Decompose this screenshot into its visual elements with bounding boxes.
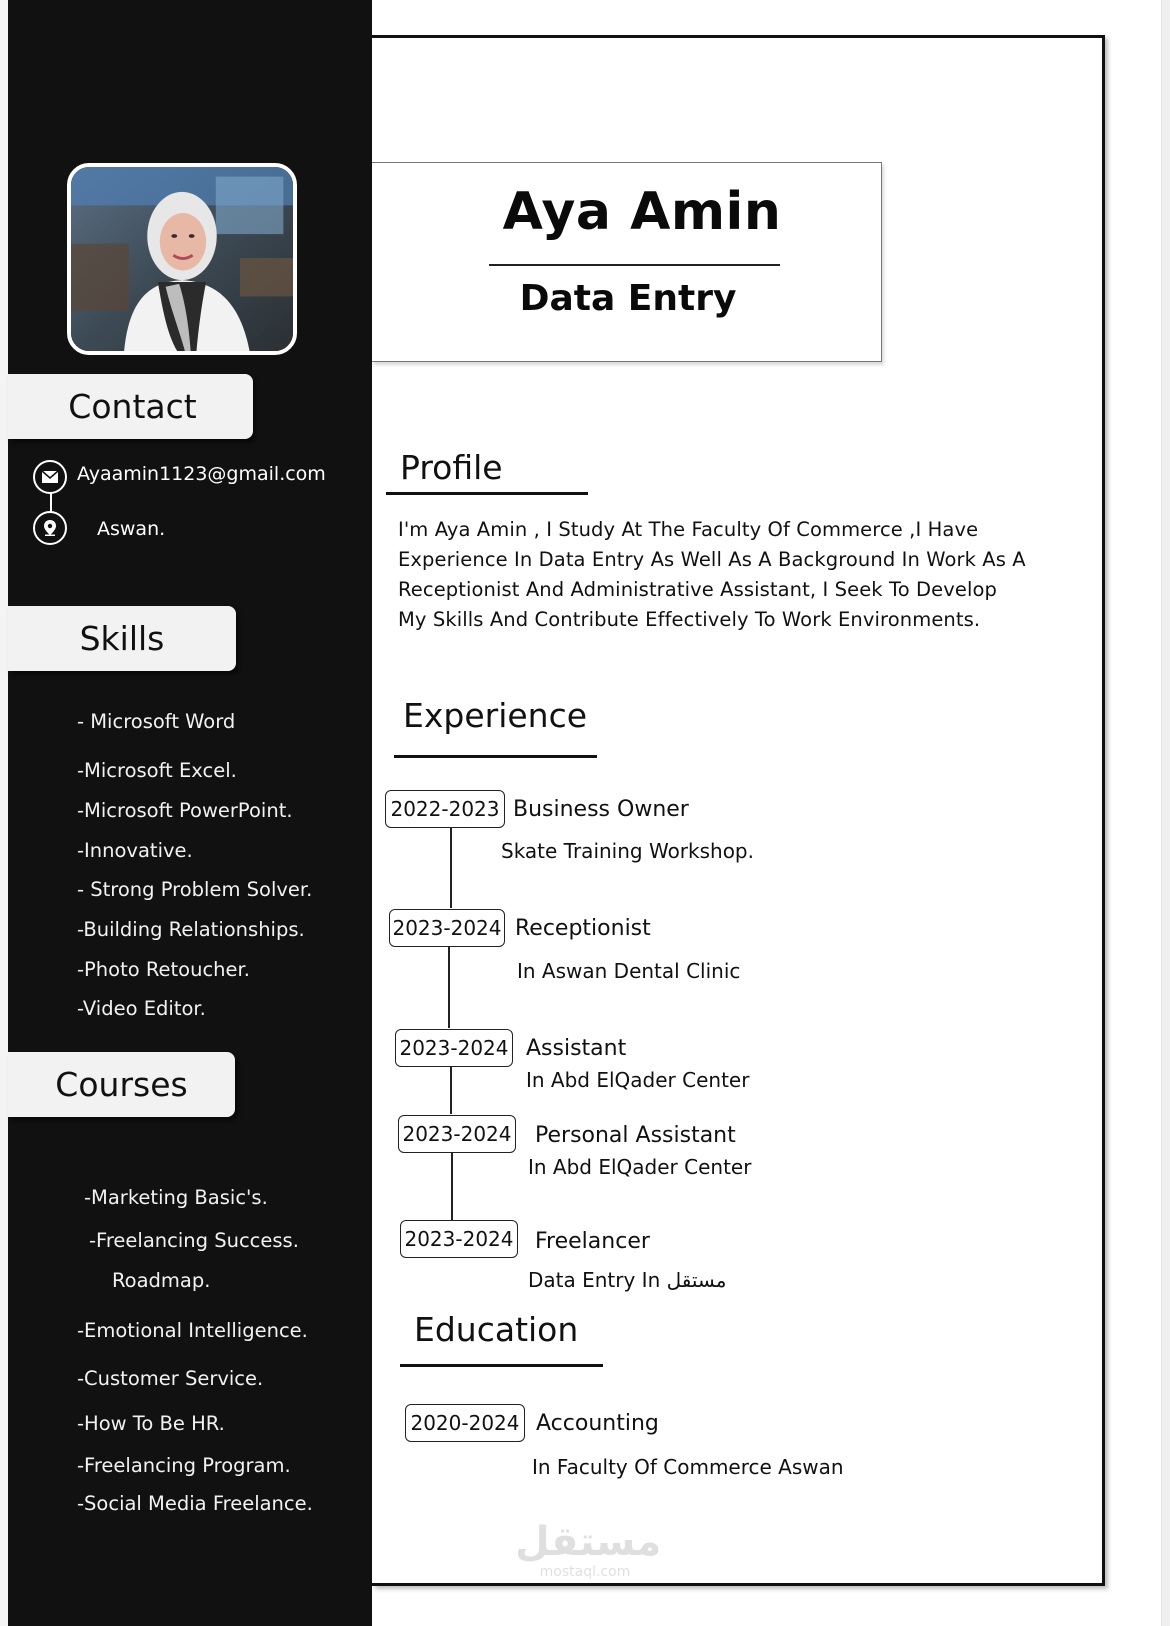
experience-years: 2023-2024 xyxy=(395,1029,513,1067)
skill-item: -Microsoft PowerPoint. xyxy=(77,799,293,822)
job-title: Data Entry xyxy=(519,278,737,319)
experience-role: Freelancer xyxy=(535,1229,650,1254)
profile-heading: Profile xyxy=(400,448,503,487)
contact-heading: Contact xyxy=(8,374,253,439)
profile-line: Experience In Data Entry As Well As A Background In Work As A xyxy=(398,548,1026,571)
skill-item: - Strong Problem Solver. xyxy=(77,878,313,901)
skill-item: -Video Editor. xyxy=(77,997,206,1020)
course-item: -Social Media Freelance. xyxy=(77,1492,313,1515)
profile-text xyxy=(398,515,1038,635)
experience-years: 2023-2024 xyxy=(398,1115,516,1153)
timeline-line xyxy=(450,1066,452,1114)
name-divider xyxy=(489,264,780,266)
profile-photo xyxy=(67,163,297,355)
courses-heading: Courses xyxy=(8,1052,235,1117)
skill-item: - Microsoft Word xyxy=(77,710,236,733)
envelope-icon xyxy=(33,460,67,494)
profile-line: I'm Aya Amin , I Study At The Faculty Of Commerce ,I Have xyxy=(398,518,979,541)
map-pin-icon xyxy=(33,511,67,545)
profile-line: Receptionist And Administrative Assistant, I Seek To Develop xyxy=(398,578,997,601)
course-item: -Customer Service. xyxy=(77,1367,264,1390)
experience-place: In Aswan Dental Clinic xyxy=(517,959,741,983)
timeline-line xyxy=(448,946,450,1028)
experience-years: 2023-2024 xyxy=(400,1220,518,1258)
skill-item: -Innovative. xyxy=(77,839,193,862)
watermark-text: مستقل xyxy=(515,1519,662,1565)
skill-item: -Photo Retoucher. xyxy=(77,958,250,981)
contact-email[interactable]: Ayaamin1123@gmail.com xyxy=(77,463,326,485)
experience-heading: Experience xyxy=(403,696,588,735)
skill-item: -Microsoft Excel. xyxy=(77,759,237,782)
course-item: -Emotional Intelligence. xyxy=(77,1319,308,1342)
experience-role: Business Owner xyxy=(513,797,689,822)
experience-role: Personal Assistant xyxy=(535,1123,736,1148)
experience-years: 2022-2023 xyxy=(385,790,505,828)
course-item: -Marketing Basic's. xyxy=(84,1186,268,1209)
experience-rule xyxy=(394,755,597,758)
course-item: Roadmap. xyxy=(112,1269,211,1292)
profile-rule xyxy=(386,492,588,495)
course-item: -How To Be HR. xyxy=(77,1412,225,1435)
watermark-subtext: mostaql.com xyxy=(539,1564,631,1580)
experience-role: Assistant xyxy=(526,1036,627,1061)
skill-item: -Building Relationships. xyxy=(77,918,305,941)
profile-line: My Skills And Contribute Effectively To Work Environments. xyxy=(398,608,981,631)
timeline-line xyxy=(451,1152,453,1220)
education-rule xyxy=(400,1364,603,1367)
page-edge-right xyxy=(1161,0,1170,1626)
timeline-line xyxy=(450,828,452,908)
page-edge-left xyxy=(0,0,8,1626)
candidate-name: Aya Amin xyxy=(502,182,782,242)
skills-heading: Skills xyxy=(8,606,236,671)
course-item: -Freelancing Program. xyxy=(77,1454,291,1477)
experience-place: In Abd ElQader Center xyxy=(528,1155,752,1179)
education-place: In Faculty Of Commerce Aswan xyxy=(532,1455,844,1479)
education-years: 2020-2024 xyxy=(405,1404,525,1442)
watermark-logo xyxy=(515,1519,662,1580)
contact-location: Aswan. xyxy=(97,518,166,540)
experience-place: Data Entry In مستقل xyxy=(528,1268,727,1292)
course-item: -Freelancing Success. xyxy=(89,1229,299,1252)
education-degree: Accounting xyxy=(536,1411,659,1436)
contact-connector xyxy=(50,493,52,513)
education-heading: Education xyxy=(414,1310,579,1349)
experience-place: Skate Training Workshop. xyxy=(501,839,754,863)
experience-role: Receptionist xyxy=(515,916,651,941)
experience-place: In Abd ElQader Center xyxy=(526,1068,750,1092)
experience-years: 2023-2024 xyxy=(389,909,505,947)
